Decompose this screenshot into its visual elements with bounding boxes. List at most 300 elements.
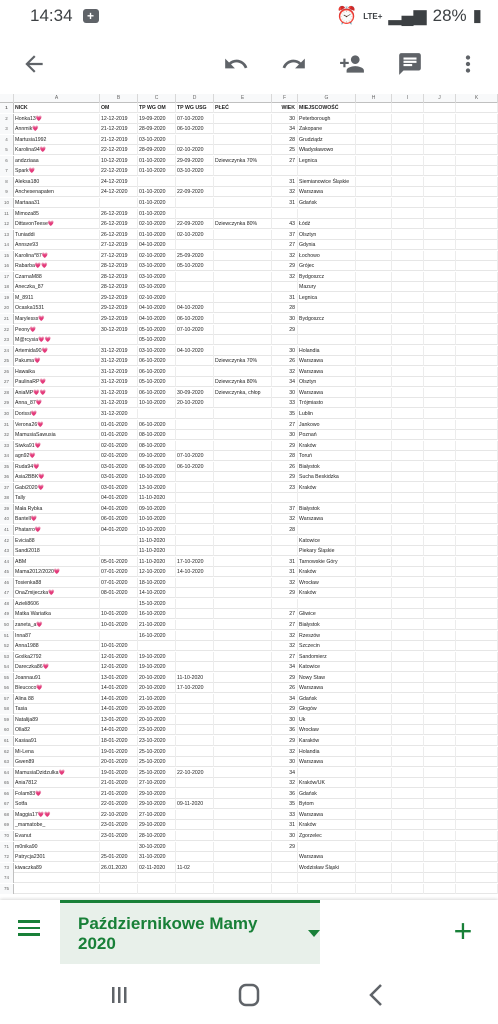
grid-cell[interactable]: 10-01-2020 [100, 620, 138, 630]
grid-cell[interactable] [392, 536, 424, 546]
grid-cell[interactable] [424, 483, 456, 493]
grid-cell[interactable] [456, 631, 498, 641]
grid-cell[interactable] [356, 789, 392, 799]
grid-cell[interactable]: 03-10-2020 [138, 135, 176, 145]
grid-cell[interactable]: Warszawa [298, 388, 356, 398]
grid-cell[interactable] [392, 451, 424, 461]
grid-cell[interactable]: 27-12-2019 [100, 251, 138, 261]
column-header[interactable]: B [100, 94, 138, 103]
grid-cell[interactable] [456, 293, 498, 303]
grid-cell[interactable] [214, 314, 272, 324]
grid-cell[interactable] [356, 599, 392, 609]
row-number[interactable]: 32 [0, 430, 14, 440]
grid-cell[interactable]: 13-01-2020 [100, 715, 138, 725]
grid-cell[interactable]: 32 [272, 578, 298, 588]
grid-cell[interactable]: Olsztyn [298, 230, 356, 240]
grid-cell[interactable]: Gdynia [298, 240, 356, 250]
grid-cell[interactable] [356, 504, 392, 514]
grid-cell[interactable]: Zgorzelec [298, 831, 356, 841]
grid-cell[interactable] [392, 356, 424, 366]
grid-cell[interactable] [392, 652, 424, 662]
grid-cell[interactable] [176, 704, 214, 714]
grid-cell[interactable] [214, 884, 272, 894]
grid-cell[interactable] [356, 620, 392, 630]
grid-cell[interactable]: 27-12-2019 [100, 240, 138, 250]
grid-cell[interactable]: Inna87 [14, 631, 100, 641]
grid-cell[interactable]: Matka Wariatka [14, 609, 100, 619]
grid-cell[interactable]: 20-10-2020 [138, 683, 176, 693]
row-number[interactable]: 12 [0, 219, 14, 229]
grid-cell[interactable]: Grójec [298, 261, 356, 271]
grid-cell[interactable]: 06-10-2020 [138, 356, 176, 366]
grid-cell[interactable]: Bleucoco💗 [14, 683, 100, 693]
grid-cell[interactable] [356, 810, 392, 820]
grid-cell[interactable]: 29 [272, 842, 298, 852]
grid-cell[interactable] [214, 820, 272, 830]
grid-cell[interactable]: Holandia [298, 346, 356, 356]
grid-cell[interactable]: kiwaczka89 [14, 863, 100, 873]
grid-cell[interactable] [392, 441, 424, 451]
grid-cell[interactable] [176, 736, 214, 746]
row-number[interactable]: 40 [0, 514, 14, 524]
grid-cell[interactable]: Toruń [298, 451, 356, 461]
grid-cell[interactable] [456, 546, 498, 556]
grid-cell[interactable] [356, 135, 392, 145]
grid-cell[interactable] [424, 514, 456, 524]
grid-cell[interactable] [14, 884, 100, 894]
grid-cell[interactable] [392, 325, 424, 335]
grid-cell[interactable]: 04-10-2020 [138, 240, 176, 250]
grid-cell[interactable] [356, 884, 392, 894]
grid-cell[interactable]: Aleksa180 [14, 177, 100, 187]
grid-cell[interactable]: Ania7812 [14, 778, 100, 788]
grid-cell[interactable] [176, 367, 214, 377]
grid-cell[interactable] [176, 441, 214, 451]
grid-cell[interactable] [356, 219, 392, 229]
grid-cell[interactable] [214, 261, 272, 271]
grid-cell[interactable]: Natalija89 [14, 715, 100, 725]
grid-cell[interactable] [356, 124, 392, 134]
grid-cell[interactable]: 10-01-2020 [100, 609, 138, 619]
grid-cell[interactable]: 03-10-2020 [138, 282, 176, 292]
grid-cell[interactable]: 09-10-2020 [138, 504, 176, 514]
header-cell[interactable]: OM [100, 103, 138, 113]
grid-cell[interactable]: 29 [272, 704, 298, 714]
grid-cell[interactable] [214, 747, 272, 757]
grid-cell[interactable]: 25-10-2020 [138, 747, 176, 757]
grid-cell[interactable]: Wrocław [298, 578, 356, 588]
grid-cell[interactable] [356, 367, 392, 377]
grid-cell[interactable]: 22-12-2019 [100, 145, 138, 155]
row-number[interactable]: 26 [0, 367, 14, 377]
grid-cell[interactable]: MamusiaDzidzulka💗 [14, 768, 100, 778]
grid-cell[interactable] [456, 694, 498, 704]
grid-cell[interactable] [424, 430, 456, 440]
grid-cell[interactable] [392, 514, 424, 524]
grid-cell[interactable] [214, 293, 272, 303]
grid-cell[interactable]: MamusiaSawusia [14, 430, 100, 440]
grid-cell[interactable] [214, 209, 272, 219]
grid-cell[interactable] [176, 377, 214, 387]
grid-cell[interactable] [214, 715, 272, 725]
grid-cell[interactable] [176, 504, 214, 514]
row-number[interactable]: 2 [0, 114, 14, 124]
grid-cell[interactable]: 31 [272, 293, 298, 303]
grid-cell[interactable]: 02-10-2020 [138, 251, 176, 261]
grid-cell[interactable]: 30 [272, 388, 298, 398]
grid-cell[interactable] [456, 567, 498, 577]
grid-cell[interactable] [214, 303, 272, 313]
grid-cell[interactable] [356, 820, 392, 830]
grid-cell[interactable]: 43 [272, 219, 298, 229]
header-cell[interactable] [456, 103, 498, 113]
grid-cell[interactable]: 28-12-2019 [100, 272, 138, 282]
grid-cell[interactable]: 07-10-2020 [176, 114, 214, 124]
grid-cell[interactable] [176, 820, 214, 830]
grid-cell[interactable]: Martaaa31 [14, 198, 100, 208]
grid-cell[interactable] [392, 483, 424, 493]
grid-cell[interactable] [272, 863, 298, 873]
grid-cell[interactable] [214, 430, 272, 440]
grid-cell[interactable]: 29 [272, 472, 298, 482]
grid-cell[interactable] [456, 114, 498, 124]
grid-cell[interactable]: Olla82 [14, 725, 100, 735]
grid-cell[interactable]: 07-10-2020 [176, 325, 214, 335]
grid-cell[interactable]: Spark💗 [14, 166, 100, 176]
grid-cell[interactable] [214, 198, 272, 208]
grid-cell[interactable] [456, 557, 498, 567]
grid-cell[interactable] [298, 303, 356, 313]
grid-cell[interactable]: 08-01-2020 [100, 588, 138, 598]
grid-cell[interactable]: 36 [272, 725, 298, 735]
grid-cell[interactable]: 25-10-2020 [138, 768, 176, 778]
grid-cell[interactable]: 25-01-2020 [100, 852, 138, 862]
grid-cell[interactable] [176, 272, 214, 282]
grid-cell[interactable] [424, 261, 456, 271]
grid-cell[interactable]: 04-01-2020 [100, 525, 138, 535]
grid-cell[interactable] [176, 546, 214, 556]
grid-cell[interactable] [214, 483, 272, 493]
grid-cell[interactable] [456, 166, 498, 176]
grid-cell[interactable] [392, 641, 424, 651]
grid-cell[interactable] [424, 662, 456, 672]
row-number[interactable]: 71 [0, 842, 14, 852]
row-number[interactable]: 62 [0, 747, 14, 757]
grid-cell[interactable] [424, 219, 456, 229]
grid-cell[interactable]: 30 [272, 114, 298, 124]
grid-cell[interactable]: 11-10-2020 [176, 673, 214, 683]
column-header[interactable]: G [298, 94, 356, 103]
grid-cell[interactable]: Tasia [14, 704, 100, 714]
grid-cell[interactable]: 06-10-2020 [176, 462, 214, 472]
grid-cell[interactable]: 16-10-2020 [138, 631, 176, 641]
grid-cell[interactable] [214, 420, 272, 430]
grid-cell[interactable] [214, 694, 272, 704]
grid-cell[interactable] [456, 873, 498, 883]
grid-cell[interactable] [214, 367, 272, 377]
row-number[interactable]: 25 [0, 356, 14, 366]
grid-cell[interactable]: Dziewczynka 80% [214, 219, 272, 229]
grid-cell[interactable]: 06-10-2020 [138, 367, 176, 377]
grid-cell[interactable] [138, 884, 176, 894]
grid-cell[interactable] [356, 747, 392, 757]
grid-cell[interactable] [214, 757, 272, 767]
row-number[interactable]: 19 [0, 293, 14, 303]
grid-cell[interactable] [456, 187, 498, 197]
grid-cell[interactable] [214, 240, 272, 250]
grid-cell[interactable]: Legnica [298, 293, 356, 303]
grid-cell[interactable]: 22-10-2020 [176, 768, 214, 778]
grid-cell[interactable]: 32 [272, 631, 298, 641]
more-vert-icon[interactable] [452, 48, 484, 80]
back-arrow-icon[interactable] [18, 48, 50, 80]
grid-cell[interactable] [176, 641, 214, 651]
grid-cell[interactable] [272, 884, 298, 894]
grid-cell[interactable]: 32 [272, 641, 298, 651]
grid-cell[interactable] [424, 293, 456, 303]
grid-cell[interactable]: 30-09-2020 [176, 388, 214, 398]
grid-cell[interactable]: 14-01-2020 [100, 683, 138, 693]
grid-cell[interactable] [392, 187, 424, 197]
row-number[interactable]: 30 [0, 409, 14, 419]
grid-cell[interactable]: 30 [272, 715, 298, 725]
grid-cell[interactable] [456, 124, 498, 134]
grid-cell[interactable] [456, 230, 498, 240]
grid-cell[interactable] [356, 187, 392, 197]
grid-cell[interactable] [456, 462, 498, 472]
grid-cell[interactable]: 17-10-2020 [176, 683, 214, 693]
grid-cell[interactable] [392, 778, 424, 788]
grid-cell[interactable] [456, 578, 498, 588]
grid-cell[interactable] [214, 863, 272, 873]
grid-cell[interactable] [176, 578, 214, 588]
grid-cell[interactable] [214, 282, 272, 292]
header-cell[interactable]: TP WG USG [176, 103, 214, 113]
grid-cell[interactable]: 29 [272, 588, 298, 598]
grid-cell[interactable]: 21-12-2019 [100, 124, 138, 134]
grid-cell[interactable]: Pakuma💗 [14, 356, 100, 366]
row-number[interactable]: 28 [0, 388, 14, 398]
row-number[interactable]: 42 [0, 536, 14, 546]
grid-cell[interactable]: 37 [272, 230, 298, 240]
grid-cell[interactable] [424, 135, 456, 145]
grid-cell[interactable]: 26 [272, 356, 298, 366]
grid-cell[interactable]: 05-01-2020 [100, 557, 138, 567]
grid-cell[interactable]: 28 [272, 451, 298, 461]
grid-cell[interactable] [424, 757, 456, 767]
grid-cell[interactable]: 35 [272, 409, 298, 419]
grid-cell[interactable] [456, 715, 498, 725]
grid-cell[interactable]: 28-09-2020 [138, 124, 176, 134]
grid-cell[interactable] [176, 536, 214, 546]
grid-cell[interactable] [100, 873, 138, 883]
add-sheet-button[interactable]: + [453, 913, 473, 949]
grid-cell[interactable]: 23 [272, 483, 298, 493]
grid-cell[interactable] [392, 346, 424, 356]
grid-cell[interactable]: Rzeszów [298, 631, 356, 641]
grid-cell[interactable]: 27 [272, 156, 298, 166]
grid-cell[interactable] [214, 873, 272, 883]
grid-cell[interactable] [214, 472, 272, 482]
grid-cell[interactable] [424, 525, 456, 535]
grid-cell[interactable]: Lublin [298, 409, 356, 419]
grid-cell[interactable] [424, 335, 456, 345]
row-number[interactable]: 64 [0, 768, 14, 778]
grid-cell[interactable] [214, 546, 272, 556]
grid-cell[interactable] [424, 303, 456, 313]
grid-cell[interactable]: Nowy Staw [298, 673, 356, 683]
grid-cell[interactable]: 25-10-2020 [138, 757, 176, 767]
row-number[interactable]: 3 [0, 124, 14, 134]
grid-cell[interactable]: 25 [272, 145, 298, 155]
header-cell[interactable]: MIEJSCOWOŚĆ [298, 103, 356, 113]
grid-cell[interactable]: 02-01-2020 [100, 451, 138, 461]
grid-cell[interactable] [456, 704, 498, 714]
grid-cell[interactable] [456, 156, 498, 166]
grid-cell[interactable]: 10-10-2020 [138, 472, 176, 482]
grid-cell[interactable] [176, 472, 214, 482]
grid-cell[interactable]: agn92💗 [14, 451, 100, 461]
grid-cell[interactable]: 04-10-2020 [176, 346, 214, 356]
grid-cell[interactable] [456, 820, 498, 830]
grid-cell[interactable]: 26-12-2019 [100, 230, 138, 240]
grid-cell[interactable]: 01-01-2020 [100, 420, 138, 430]
row-number[interactable]: 72 [0, 852, 14, 862]
grid-cell[interactable] [392, 747, 424, 757]
grid-cell[interactable] [214, 683, 272, 693]
row-number[interactable]: 37 [0, 483, 14, 493]
grid-cell[interactable]: 20-10-2020 [138, 673, 176, 683]
grid-cell[interactable]: Alina 88 [14, 694, 100, 704]
grid-cell[interactable] [456, 493, 498, 503]
grid-cell[interactable]: 03-01-2020 [100, 462, 138, 472]
row-number[interactable]: 69 [0, 820, 14, 830]
grid-cell[interactable] [424, 166, 456, 176]
grid-cell[interactable]: 11-10-2020 [138, 557, 176, 567]
row-number[interactable]: 68 [0, 810, 14, 820]
row-number[interactable]: 73 [0, 863, 14, 873]
grid-cell[interactable] [392, 546, 424, 556]
grid-cell[interactable]: 06-10-2020 [176, 124, 214, 134]
grid-cell[interactable] [424, 230, 456, 240]
grid-cell[interactable]: Marylesss💗 [14, 314, 100, 324]
grid-cell[interactable] [456, 325, 498, 335]
grid-cell[interactable] [214, 599, 272, 609]
grid-cell[interactable] [392, 367, 424, 377]
grid-cell[interactable] [456, 346, 498, 356]
grid-cell[interactable] [272, 536, 298, 546]
grid-cell[interactable] [356, 293, 392, 303]
grid-cell[interactable]: 19-01-2020 [100, 747, 138, 757]
grid-cell[interactable] [456, 198, 498, 208]
grid-cell[interactable] [392, 462, 424, 472]
grid-cell[interactable]: 31-12-2019 [100, 356, 138, 366]
row-number[interactable]: 52 [0, 641, 14, 651]
grid-cell[interactable] [392, 335, 424, 345]
grid-cell[interactable] [424, 462, 456, 472]
grid-cell[interactable]: 12-10-2020 [138, 567, 176, 577]
grid-cell[interactable] [214, 514, 272, 524]
grid-cell[interactable]: 28 [272, 525, 298, 535]
grid-cell[interactable] [392, 377, 424, 387]
grid-cell[interactable] [138, 177, 176, 187]
grid-cell[interactable]: Dziewczynka 70% [214, 156, 272, 166]
grid-cell[interactable] [214, 704, 272, 714]
grid-cell[interactable] [424, 441, 456, 451]
grid-cell[interactable] [456, 588, 498, 598]
grid-cell[interactable] [424, 388, 456, 398]
grid-cell[interactable]: Białystok [298, 620, 356, 630]
grid-cell[interactable]: AniaMP💗💗 [14, 388, 100, 398]
grid-cell[interactable] [392, 662, 424, 672]
grid-cell[interactable] [424, 346, 456, 356]
grid-cell[interactable]: 18-01-2020 [100, 736, 138, 746]
grid-cell[interactable] [392, 810, 424, 820]
grid-cell[interactable] [424, 884, 456, 894]
home-icon[interactable] [234, 982, 264, 1008]
grid-cell[interactable] [356, 704, 392, 714]
grid-cell[interactable] [392, 166, 424, 176]
sheets-menu-icon[interactable] [18, 920, 40, 942]
row-number[interactable]: 54 [0, 662, 14, 672]
grid-cell[interactable] [392, 757, 424, 767]
grid-cell[interactable] [176, 525, 214, 535]
grid-cell[interactable] [456, 420, 498, 430]
grid-cell[interactable] [456, 377, 498, 387]
grid-cell[interactable]: 20-10-2020 [138, 715, 176, 725]
grid-cell[interactable] [392, 282, 424, 292]
row-number[interactable]: 43 [0, 546, 14, 556]
grid-cell[interactable] [392, 673, 424, 683]
grid-cell[interactable] [176, 725, 214, 735]
grid-cell[interactable]: Olsztyn [298, 377, 356, 387]
grid-cell[interactable] [456, 145, 498, 155]
row-number[interactable]: 63 [0, 757, 14, 767]
row-number[interactable]: 13 [0, 230, 14, 240]
grid-cell[interactable] [392, 430, 424, 440]
grid-cell[interactable] [456, 641, 498, 651]
grid-cell[interactable] [100, 335, 138, 345]
grid-cell[interactable]: Grudziądz [298, 135, 356, 145]
grid-cell[interactable]: Tally [14, 493, 100, 503]
grid-cell[interactable]: 31 [272, 820, 298, 830]
row-number[interactable]: 67 [0, 799, 14, 809]
grid-cell[interactable] [392, 578, 424, 588]
grid-cell[interactable] [392, 831, 424, 841]
grid-cell[interactable] [356, 652, 392, 662]
grid-cell[interactable]: Siemianowice Śląskie [298, 177, 356, 187]
grid-cell[interactable]: 27-10-2020 [138, 810, 176, 820]
grid-cell[interactable] [100, 631, 138, 641]
grid-cell[interactable] [392, 293, 424, 303]
grid-cell[interactable]: 02-10-2020 [176, 145, 214, 155]
grid-cell[interactable] [356, 346, 392, 356]
grid-cell[interactable] [356, 483, 392, 493]
row-number[interactable]: 58 [0, 704, 14, 714]
row-number[interactable]: 70 [0, 831, 14, 841]
grid-cell[interactable] [392, 409, 424, 419]
grid-cell[interactable] [356, 673, 392, 683]
grid-cell[interactable] [392, 725, 424, 735]
grid-cell[interactable] [298, 873, 356, 883]
grid-cell[interactable] [100, 198, 138, 208]
grid-cell[interactable]: 16-10-2020 [138, 609, 176, 619]
grid-cell[interactable]: 03-01-2020 [100, 483, 138, 493]
grid-cell[interactable] [176, 514, 214, 524]
column-header[interactable]: A [14, 94, 100, 103]
grid-cell[interactable] [356, 873, 392, 883]
grid-cell[interactable] [424, 156, 456, 166]
